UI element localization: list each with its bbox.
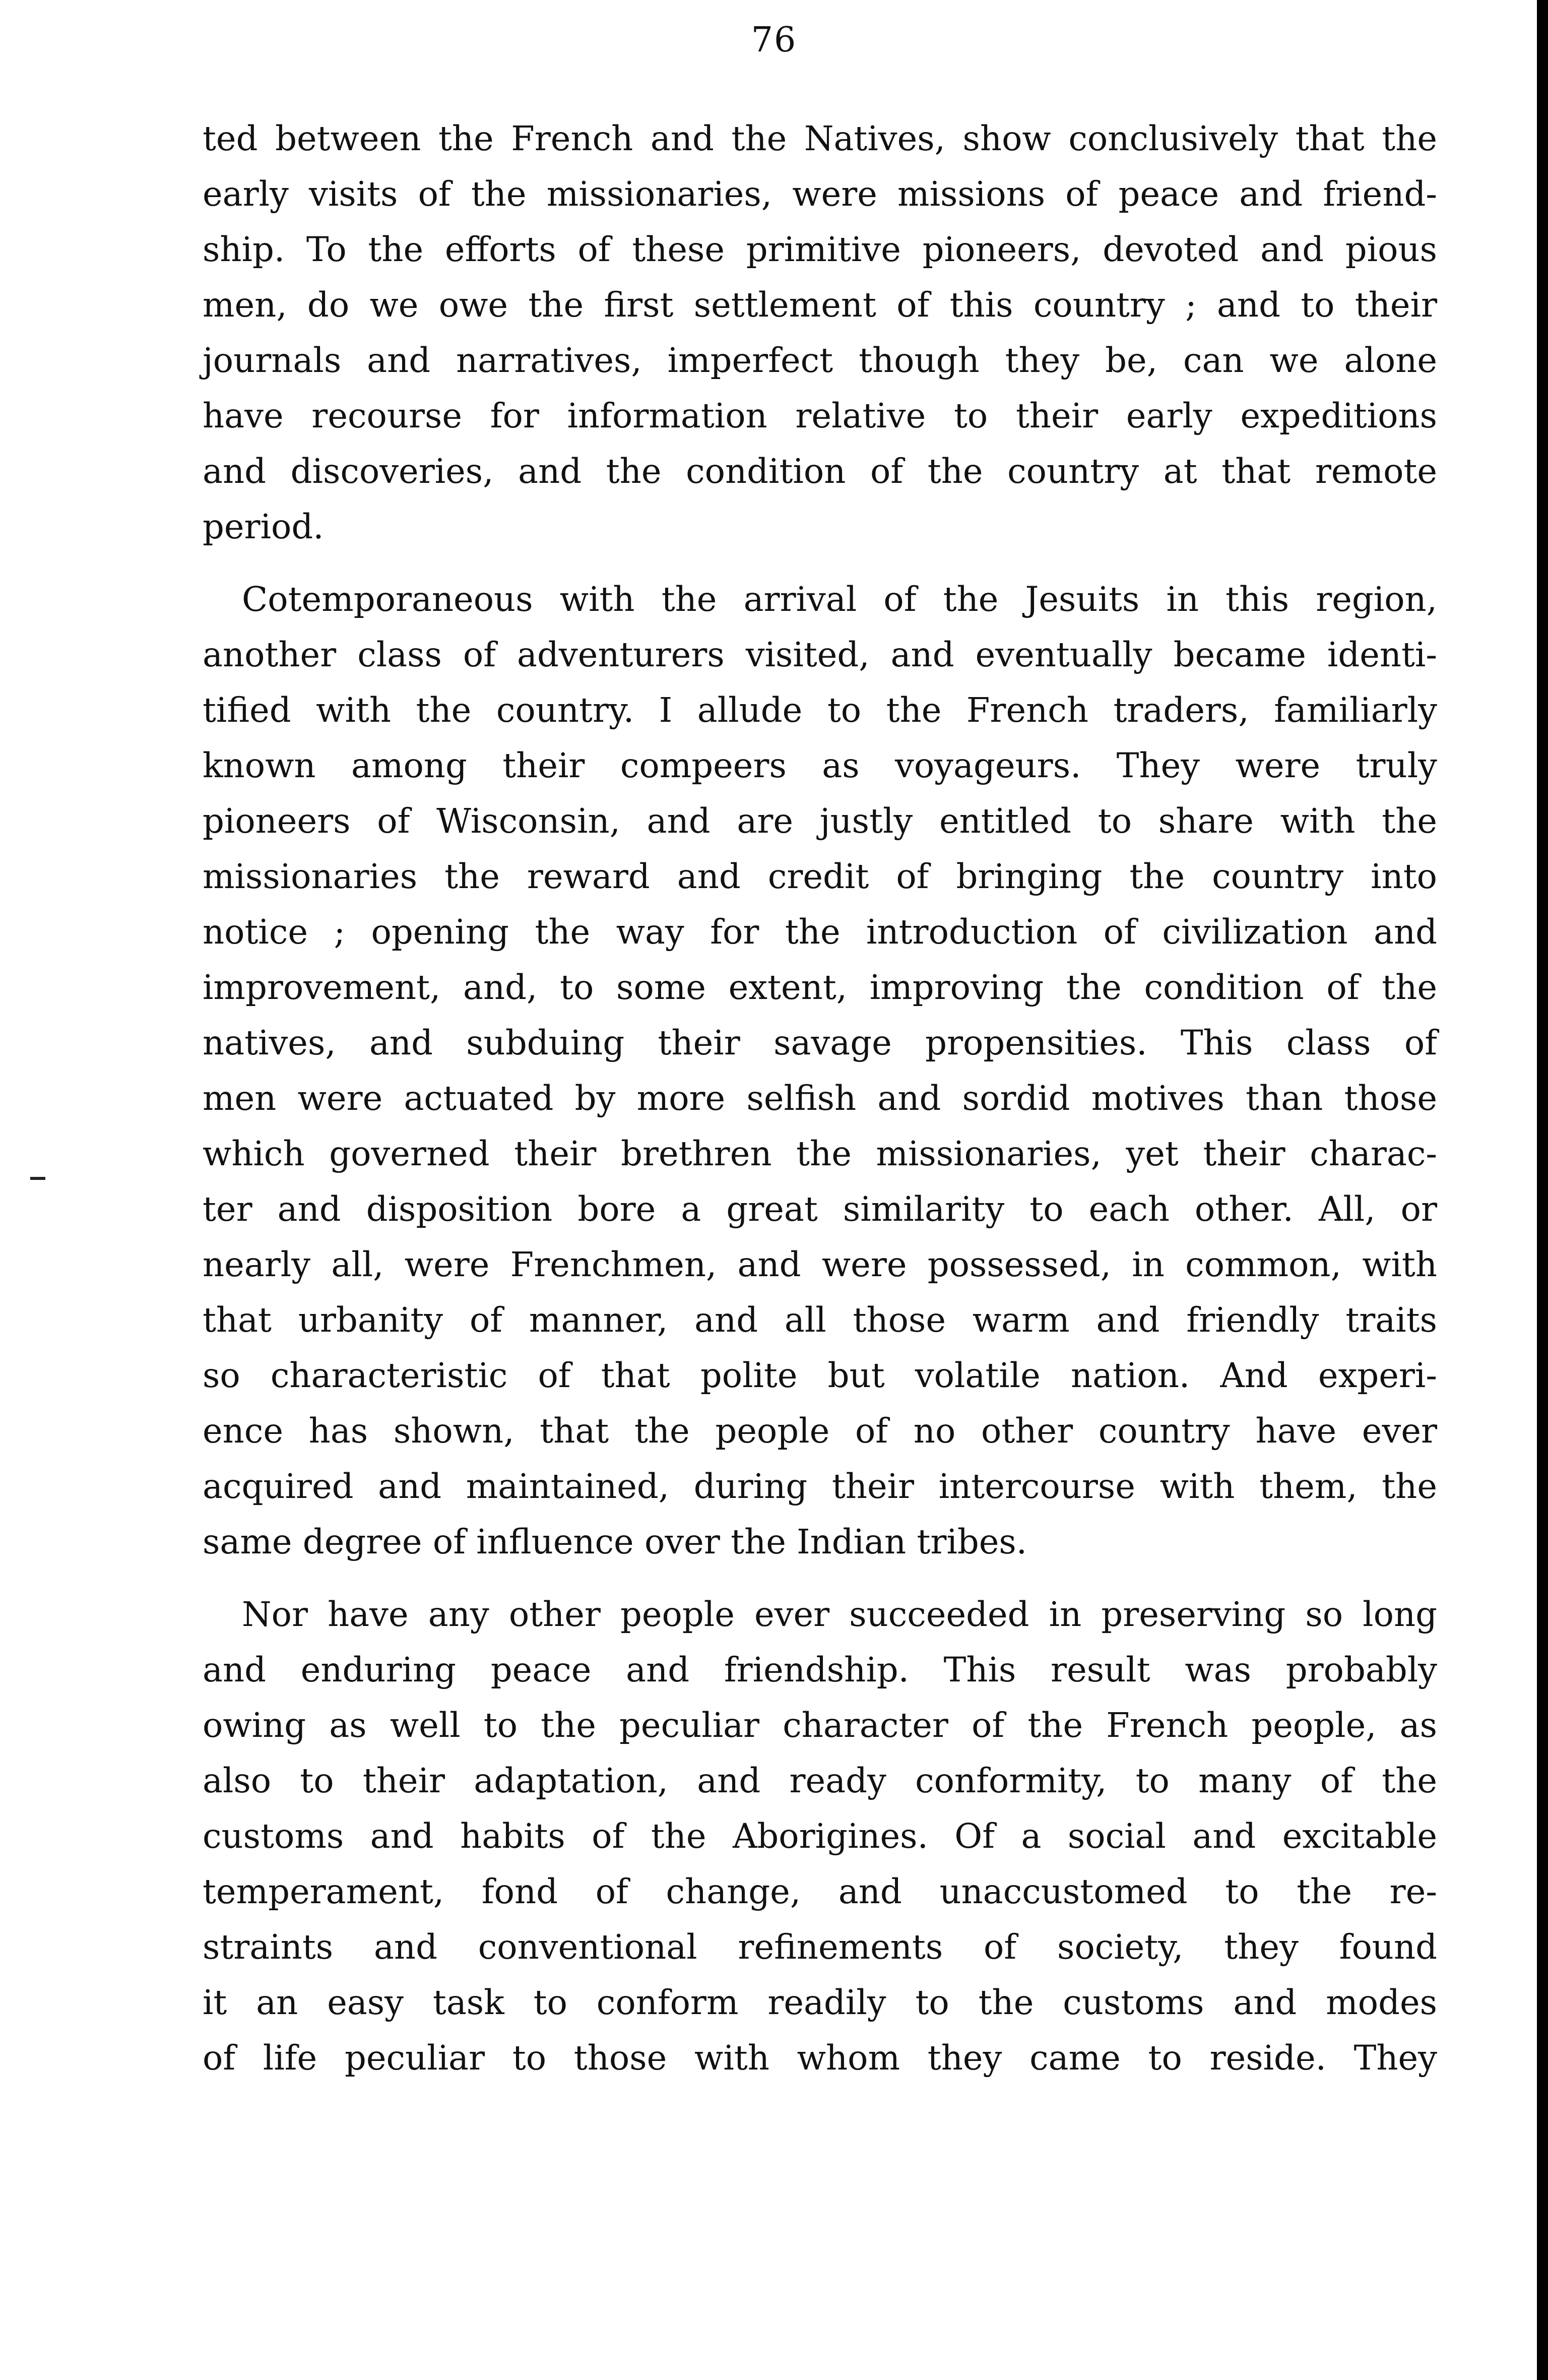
text-line: improvement, and, to some extent, improving the condition of the <box>203 968 1437 1007</box>
text-line: and enduring peace and friendship. This result was probably <box>203 1650 1437 1689</box>
text-line: acquired and maintained, during their intercourse with them, the <box>203 1467 1437 1506</box>
text-line: straints and conventional refinements of society, they found <box>203 1927 1437 1967</box>
text-line: temperament, fond of change, and unaccustomed to the re- <box>203 1872 1437 1911</box>
text-line: missionaries the reward and credit of bringing the country into <box>203 857 1437 896</box>
text-line: period. <box>203 507 324 546</box>
text-line: customs and habits of the Aborigines. Of a social and excitable <box>203 1817 1437 1856</box>
text-line: Cotemporaneous with the arrival of the Jesuits in this region, <box>242 580 1437 619</box>
margin-mark <box>30 1177 45 1180</box>
text-line: that urbanity of manner, and all those warm and friendly traits <box>203 1300 1437 1340</box>
text-line: another class of adventurers visited, and eventually became identi- <box>203 635 1437 674</box>
paragraph-1 <box>203 111 1437 554</box>
text-line: men, do we owe the first settlement of this country ; and to their <box>203 285 1437 325</box>
paragraph-3 <box>203 1587 1437 2086</box>
text-line: it an easy task to conform readily to the customs and modes <box>203 1983 1437 2022</box>
text-line: ence has shown, that the people of no other country have ever <box>203 1411 1437 1451</box>
text-line: ship. To the efforts of these primitive pioneers, devoted and pious <box>203 230 1437 269</box>
paragraph-2 <box>203 572 1437 1570</box>
text-line: Nor have any other people ever succeeded in preserving so long <box>242 1595 1437 1634</box>
text-line: notice ; opening the way for the introduction of civilization and <box>203 912 1437 952</box>
text-line: men were actuated by more selfish and sordid motives than those <box>203 1079 1437 1118</box>
scan-edge-border <box>1537 0 1548 2380</box>
text-line: nearly all, were Frenchmen, and were possessed, in common, with <box>203 1245 1437 1284</box>
text-line: natives, and subduing their savage propensities. This class of <box>203 1023 1437 1062</box>
text-line: tified with the country. I allude to the French traders, familiarly <box>203 691 1437 730</box>
text-line: also to their adaptation, and ready conformity, to many of the <box>203 1761 1437 1800</box>
text-line: pioneers of Wisconsin, and are justly entitled to share with the <box>203 801 1437 841</box>
text-line: owing as well to the peculiar character of the French people, as <box>203 1706 1437 1745</box>
text-line: which governed their brethren the missionaries, yet their charac- <box>203 1134 1437 1173</box>
text-line: known among their compeers as voyageurs. They were truly <box>203 746 1437 785</box>
text-line: early visits of the missionaries, were missions of peace and friend- <box>203 174 1437 214</box>
text-line: and discoveries, and the condition of the country at that remote <box>203 452 1437 491</box>
text-line: ter and disposition bore a great similarity to each other. All, or <box>203 1189 1437 1229</box>
body-text <box>203 111 1437 2103</box>
text-line: journals and narratives, imperfect though they be, can we alone <box>203 341 1437 380</box>
text-line: so characteristic of that polite but volatile nation. And experi- <box>203 1356 1437 1395</box>
text-line: ted between the French and the Natives, show conclusively that the <box>203 119 1437 158</box>
text-line: have recourse for information relative to their early expeditions <box>203 396 1437 435</box>
text-line: of life peculiar to those with whom they came to reside. They <box>203 2038 1437 2078</box>
text-line: same degree of influence over the Indian tribes. <box>203 1522 1027 1561</box>
page-number: 76 <box>751 20 797 60</box>
